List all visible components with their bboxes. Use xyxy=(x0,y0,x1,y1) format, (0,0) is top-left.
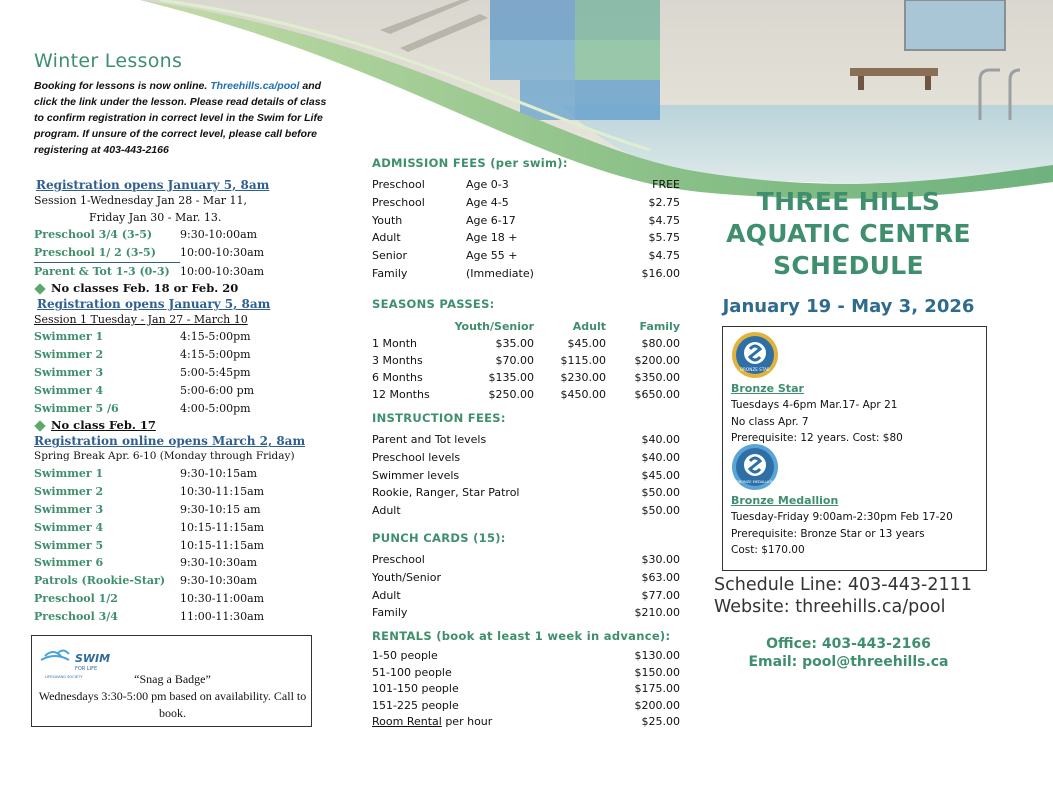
column-header: Family xyxy=(639,320,680,333)
rentals-section xyxy=(372,629,680,731)
punch-heading: PUNCH CARDS (15): xyxy=(372,531,506,545)
lesson-time: 9:30-10:30am xyxy=(180,574,258,588)
bronze-courses-box xyxy=(722,326,987,571)
schedule-dates: January 19 - May 3, 2026 xyxy=(722,296,975,317)
lesson-time: 10:15-11:15am xyxy=(180,520,265,534)
lesson-row xyxy=(34,382,334,400)
lesson-time: 10:00-10:30am xyxy=(180,245,265,259)
winter-lessons-title: Winter Lessons xyxy=(34,50,183,72)
table-row: 51-100 people $150.00 xyxy=(372,665,680,679)
punch-cards-section xyxy=(372,531,680,622)
registration-opens-1: Registration opens January 5, 8am xyxy=(36,178,270,192)
table-row: Family (Immediate) $16.00 xyxy=(372,266,680,280)
lesson-label: Swimmer 5 /6 xyxy=(34,401,119,415)
session-line-1: Session 1-Wednesday Jan 28 - Mar 11, xyxy=(34,194,248,207)
lesson-label: Swimmer 2 xyxy=(34,485,104,499)
table-row: Adult $50.00 xyxy=(372,504,680,518)
lesson-row xyxy=(34,519,334,537)
booking-info xyxy=(34,78,329,158)
lesson-time: 10:00-10:30am xyxy=(180,264,265,278)
lesson-time: 5:00-5:45pm xyxy=(180,365,251,379)
table-row: Adult $77.00 xyxy=(372,588,680,602)
bronze-medallion-heading[interactable]: Bronze Medallion xyxy=(731,494,839,507)
lesson-time: 10:30-11:15am xyxy=(180,485,265,499)
page-title: THREE HILLS AQUATIC CENTRE SCHEDULE xyxy=(726,187,971,280)
table-row: 1-50 people $130.00 xyxy=(372,649,680,662)
table-row: 6 Months $135.00 $230.00 $350.00 xyxy=(372,371,680,384)
seasons-passes-section xyxy=(372,297,680,403)
table-row: Preschool $30.00 xyxy=(372,553,680,566)
bronze-medallion-details: Tuesday-Friday 9:00am-2:30pm Feb 17-20 Prerequisite: Bronze Star or 13 years Cost: $170.00 xyxy=(731,511,953,556)
table-row: Preschool Age 4-5 $2.75 xyxy=(372,195,680,209)
room-rental-label: Room Rental xyxy=(372,715,442,728)
lesson-row xyxy=(34,400,334,418)
lesson-row xyxy=(34,465,334,483)
lesson-time: 9:30-10:15am xyxy=(180,467,258,481)
lesson-label: Swimmer 1 xyxy=(34,330,104,344)
logo-society-text: LIFESAVING SOCIETY xyxy=(45,675,83,679)
svg-text:BRONZE MEDALLION: BRONZE MEDALLION xyxy=(736,480,774,484)
no-classes-note-2: No class Feb. 17 xyxy=(34,417,334,434)
lesson-label: Preschool 3/4 xyxy=(34,609,118,623)
table-row: Preschool levels $40.00 xyxy=(372,450,680,464)
lesson-row xyxy=(34,244,334,263)
lesson-time: 4:15-5:00pm xyxy=(180,348,251,362)
lesson-label: Swimmer 6 xyxy=(34,556,104,570)
block-wednesday xyxy=(34,178,334,297)
lesson-label: Swimmer 5 xyxy=(34,538,104,552)
snag-details: Wednesdays 3:30-5:00 pm based on availability. Call to book. xyxy=(38,689,307,720)
table-row: Adult Age 18 + $5.75 xyxy=(372,231,680,245)
table-row: 1 Month $35.00 $45.00 $80.00 xyxy=(372,337,680,350)
lesson-label: Swimmer 3 xyxy=(34,365,104,379)
booking-post: and click the link under the lesson. Please read details of class to confirm registration in correct level in the Swim for Life program. If unsure of the correct level, please call before registering at 403-443-2166 xyxy=(34,80,327,156)
lesson-label: Preschool 3/4 (3-5) xyxy=(34,228,153,241)
logo-swim-text: SWIM xyxy=(75,652,111,665)
lesson-row xyxy=(34,572,334,590)
lesson-label: Swimmer 2 xyxy=(34,348,104,362)
bronze-star-heading[interactable]: Bronze Star xyxy=(731,382,804,395)
lesson-time: 4:15-5:00pm xyxy=(180,330,251,344)
table-row: 151-225 people $200.00 xyxy=(372,698,680,712)
registration-opens-2: Registration opens January 5, 8am xyxy=(37,297,271,312)
lesson-label: Swimmer 4 xyxy=(34,383,104,397)
table-row: 101-150 people $175.00 xyxy=(372,682,680,695)
table-row: 3 Months $70.00 $115.00 $200.00 xyxy=(372,354,680,367)
lesson-time: 9:30-10:15 am xyxy=(180,502,261,516)
table-row: Swimmer levels $45.00 xyxy=(372,468,680,482)
table-row: Parent and Tot levels $40.00 xyxy=(372,433,680,446)
bronze-star-medal-icon xyxy=(731,331,779,379)
lesson-row xyxy=(34,263,334,281)
lesson-label: Swimmer 4 xyxy=(34,520,104,534)
website[interactable]: Website: threehills.ca/pool xyxy=(714,597,946,617)
logo-for-life-text: FOR LIFE xyxy=(75,666,98,672)
lesson-label: Swimmer 1 xyxy=(34,467,104,481)
lesson-label: Patrols (Rookie-Star) xyxy=(34,574,166,588)
admission-heading: ADMISSION FEES (per swim): xyxy=(372,156,568,170)
punch-table xyxy=(372,551,680,622)
instruction-table xyxy=(372,431,680,520)
lesson-row xyxy=(34,483,334,501)
lesson-row xyxy=(34,364,334,382)
spring-break-line: Spring Break Apr. 6-10 (Monday through Friday) xyxy=(34,450,295,463)
table-row: Senior Age 55 + $4.75 xyxy=(372,249,680,263)
lesson-row xyxy=(34,554,334,572)
bronze-medallion-icon xyxy=(731,443,779,491)
lesson-row xyxy=(34,590,334,608)
block-tuesday xyxy=(34,297,334,434)
lesson-row xyxy=(34,346,334,364)
session-tuesday: Session 1 Tuesday - Jan 27 - March 10 xyxy=(34,313,248,327)
lesson-label: Preschool 1/2 xyxy=(34,591,118,605)
office-phone: Office: 403-443-2166 xyxy=(766,636,931,652)
block-spring-break xyxy=(34,434,334,625)
lesson-row xyxy=(34,608,334,626)
rentals-table xyxy=(372,648,680,731)
winter-lessons-column xyxy=(34,50,334,626)
no-classes-note-1: No classes Feb. 18 or Feb. 20 xyxy=(34,280,334,297)
lesson-label: Preschool 1/ 2 (3-5) xyxy=(34,244,180,263)
lesson-time: 10:30-11:00am xyxy=(180,591,265,605)
table-row: Youth Age 6-17 $4.75 xyxy=(372,213,680,227)
instruction-fees-section xyxy=(372,411,680,520)
admission-table xyxy=(372,176,680,283)
lesson-row xyxy=(34,537,334,555)
svg-text:BRONZE STAR: BRONZE STAR xyxy=(740,367,770,372)
rentals-heading: RENTALS (book at least 1 week in advance): xyxy=(372,629,671,643)
lesson-row xyxy=(34,328,334,346)
seasons-heading: SEASONS PASSES: xyxy=(372,297,495,311)
lesson-row xyxy=(34,226,334,244)
email[interactable]: Email: pool@threehills.ca xyxy=(748,654,949,670)
snag-a-badge-box xyxy=(31,635,312,727)
bronze-star-details: Tuesdays 4-6pm Mar.17- Apr 21 No class Apr. 7 Prerequisite: 12 years. Cost: $80 xyxy=(731,399,903,444)
booking-pre: Booking for lessons is now online. xyxy=(34,80,208,92)
admission-fees-section xyxy=(372,156,680,283)
table-row: Family $210.00 xyxy=(372,606,680,620)
snag-title: “Snag a Badge” xyxy=(134,672,211,686)
column-header: Adult xyxy=(572,320,606,333)
lesson-time: 9:30-10:30am xyxy=(180,556,258,570)
table-row: Youth/Senior $63.00 xyxy=(372,570,680,584)
lesson-label: Swimmer 3 xyxy=(34,502,104,516)
lesson-time: 5:00-6:00 pm xyxy=(180,383,255,397)
room-rental-row: Room Rental per hour $25.00 xyxy=(372,715,680,728)
lesson-label: Parent & Tot 1-3 (0-3) xyxy=(34,264,170,278)
lesson-time: 11:00-11:30am xyxy=(180,609,265,623)
snag-a-badge-text xyxy=(32,671,313,722)
diamond-bullet-icon xyxy=(34,420,45,431)
schedule-line: Schedule Line: 403-443-2111 xyxy=(714,575,972,595)
registration-opens-3: Registration online opens March 2, 8am xyxy=(34,434,306,449)
booking-link[interactable]: Threehills.ca/pool xyxy=(210,80,300,92)
table-row: Preschool Age 0-3 FREE xyxy=(372,178,680,191)
lesson-time: 9:30-10:00am xyxy=(180,228,258,241)
seasons-header-row xyxy=(372,318,680,335)
lesson-row xyxy=(34,501,334,519)
lesson-time: 10:15-11:15am xyxy=(180,538,265,552)
table-row: Rookie, Ranger, Star Patrol $50.00 xyxy=(372,486,680,500)
table-row: 12 Months $250.00 $450.00 $650.00 xyxy=(372,388,680,401)
instruction-heading: INSTRUCTION FEES: xyxy=(372,411,506,425)
lesson-time: 4:00-5:00pm xyxy=(180,401,251,415)
column-header: Youth/Senior xyxy=(454,320,534,333)
diamond-bullet-icon xyxy=(34,283,45,294)
session-line-2: Friday Jan 30 - Mar. 13. xyxy=(89,211,222,224)
